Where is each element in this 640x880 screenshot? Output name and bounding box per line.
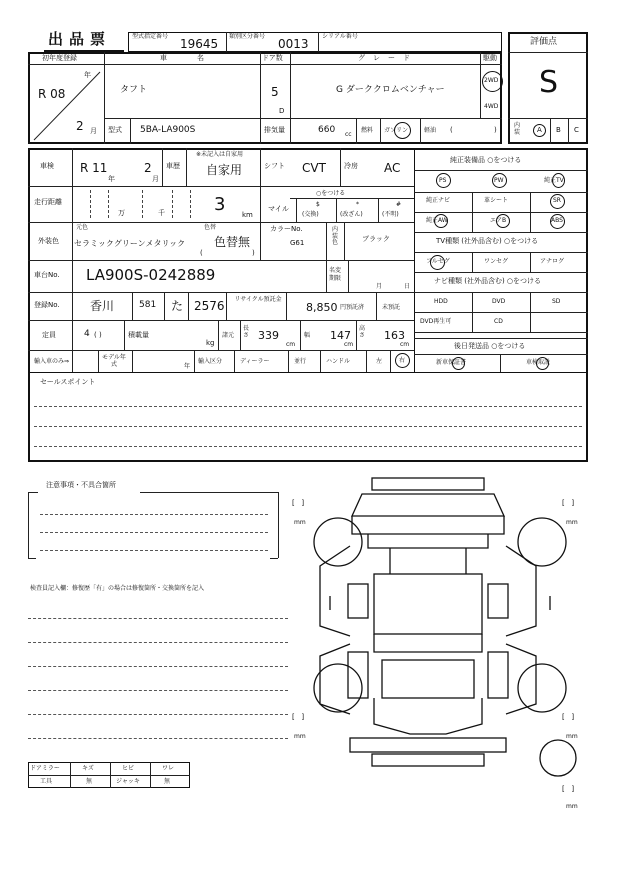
cert-label: 型式指定番号 <box>132 33 169 40</box>
width-unit: cm <box>344 341 354 348</box>
exterior-value: セラミックグリーンメタリック <box>74 239 186 248</box>
bracket-br: [ ] <box>562 713 575 721</box>
navi-title: ナビ種類 (社外品含む) ○をつける <box>434 277 542 285</box>
parts-tool-value: 無 <box>86 778 93 785</box>
registration-area: 香川 <box>90 299 115 313</box>
class-label: 類別区分番号 <box>229 33 266 40</box>
later-manual: 車検取説 <box>526 359 551 366</box>
equip-pw: PW <box>494 177 504 184</box>
dimensions-label: 諸元 <box>222 332 235 339</box>
mileage-man: 万 <box>118 209 125 217</box>
equip-sr: SR <box>553 197 561 204</box>
parts-tool: 工具 <box>40 778 53 785</box>
equip-aw: 純正AW <box>426 217 448 224</box>
fuel-paren-close: ) <box>494 126 497 134</box>
mileage-modified-note: (改ざん) <box>340 211 363 218</box>
equip-abs: ABS <box>551 217 563 224</box>
mileage-modified: * <box>356 201 359 208</box>
interior-grade-label: 内装 <box>514 122 521 136</box>
notes-title: 注意事項・不具合箇所 <box>46 481 116 489</box>
registration-kana: た <box>171 299 184 313</box>
mileage-unit: km <box>242 211 253 219</box>
equip-airbag: エアB <box>490 217 507 224</box>
usage-label: 車歴 <box>166 162 180 170</box>
name-change-month: 月 <box>376 283 383 290</box>
displacement-value: 660 <box>318 125 336 135</box>
navi-cd: CD <box>494 318 503 325</box>
interior-c: C <box>574 126 579 134</box>
displacement-label: 排気量 <box>264 126 285 134</box>
aircon-label: 冷房 <box>344 162 358 170</box>
color-no-value: G61 <box>290 239 305 247</box>
grade-value: G ダーククロムベンチャー <box>336 85 445 95</box>
parts-jack: ジャッキ <box>116 778 140 785</box>
exterior-orig-label: 元色 <box>76 224 89 231</box>
parts-h-scratch: キズ <box>82 765 94 772</box>
equip-navi: 純正ナビ <box>426 197 451 204</box>
capacity-label: 定員 <box>42 331 56 339</box>
bracket-bl: [ ] <box>292 713 305 721</box>
parts-h-crack: ヒビ <box>122 765 135 772</box>
handle-label: ハンドル <box>326 358 351 365</box>
mileage-value: 3 <box>214 194 226 215</box>
registration-label: 登録No. <box>34 301 60 309</box>
color-no-label: カラーNo. <box>270 225 303 233</box>
name-change-label: 名変期限 <box>329 267 342 282</box>
displacement-unit: cc <box>345 131 352 138</box>
fuel-label: 燃料 <box>361 127 374 134</box>
mileage-exchange: $ <box>316 201 320 208</box>
car-name: タフト <box>120 85 148 95</box>
reg-month-unit: 月 <box>90 127 97 135</box>
dealer-option: ディーラー <box>240 358 270 365</box>
exterior-repaint-label: 色替 <box>204 224 217 231</box>
class-no: 0013 <box>278 37 309 51</box>
car-name-label: 車名 <box>160 54 234 62</box>
exterior-label: 外装色 <box>38 237 59 245</box>
registration-class: 581 <box>139 300 157 310</box>
chassis-label: 車台No. <box>34 271 60 279</box>
model-value: 5BA-LA900S <box>140 125 196 135</box>
recycle-label: リサイクル預託金 <box>234 296 282 303</box>
inspection-label: 車検 <box>40 162 54 170</box>
capacity-paren: ( ) <box>94 331 102 339</box>
inspection-era: R 11 <box>80 161 108 175</box>
width-label: 幅 <box>304 332 311 339</box>
name-change-day: 日 <box>404 283 411 290</box>
height-value: 163 <box>384 329 405 342</box>
parts-h-break: ワレ <box>162 765 175 772</box>
fuel-light-oil: 軽油 <box>424 127 437 134</box>
exterior-repaint: 色替無 <box>214 235 251 249</box>
tv-fullseg: フルセグ <box>426 258 450 265</box>
score-label: 評価点 <box>530 37 558 47</box>
model-year-label: モデル年式 <box>102 354 126 369</box>
aircon-value: AC <box>384 161 401 175</box>
drive-label: 駆動 <box>483 54 497 62</box>
page-title: 出品票 <box>48 30 112 48</box>
equip-ps: PS <box>439 177 447 184</box>
later-title: 後日発送品 ○をつける <box>454 342 526 350</box>
height-unit: cm <box>400 341 410 348</box>
shift-label: シフト <box>264 162 285 170</box>
navi-sd: SD <box>552 298 561 305</box>
import-class-label: 輸入区分 <box>198 358 223 365</box>
car-diagram <box>290 476 590 816</box>
parts-h-mirror: ドアミラー <box>30 765 60 772</box>
score-value: S <box>539 65 559 100</box>
shift-value: CVT <box>302 161 326 175</box>
model-year-unit: 年 <box>184 363 191 370</box>
reg-month: 2 <box>76 119 84 133</box>
capacity-value: 4 <box>84 329 90 339</box>
cert-no: 19645 <box>180 37 219 51</box>
equip-leather: 革シート <box>484 197 509 204</box>
navi-dvd: DVD <box>492 298 506 305</box>
load-label: 積載量 <box>128 331 149 339</box>
equip-tv: 純正TV <box>544 177 564 184</box>
width-value: 147 <box>330 329 351 342</box>
inspection-month-unit: 月 <box>152 175 159 183</box>
parts-jack-value: 無 <box>164 778 171 785</box>
sales-point-label: セールスポイント <box>40 378 96 386</box>
inspection-month: 2 <box>144 161 152 175</box>
reg-year-unit: 年 <box>84 71 91 79</box>
drive-2wd: 2WD <box>484 77 499 84</box>
interior-color-value: ブラック <box>362 235 390 243</box>
equipment-title: 純正装備品 ○をつける <box>450 156 522 164</box>
recycle-unpaid: 未預託 <box>382 304 401 311</box>
tv-title: TV種類 (社外品含む) ○をつける <box>436 237 539 245</box>
bracket-tl: [ ] <box>292 499 305 507</box>
grade-label: グレード <box>358 54 418 62</box>
height-label: 高さ <box>359 325 366 339</box>
fuel-paren-open: ( <box>450 126 453 134</box>
length-value: 339 <box>258 329 279 342</box>
bracket-spare: [ ] <box>562 785 575 793</box>
length-unit: cm <box>286 341 296 348</box>
interior-a: A <box>537 126 542 134</box>
tv-oneseg: ワンセグ <box>484 258 509 265</box>
mm-bl: mm <box>294 733 306 740</box>
reg-year-era: R 08 <box>38 87 66 101</box>
inspection-year-unit: 年 <box>108 175 115 183</box>
recycle-unit: 円預託済 <box>340 304 365 311</box>
handle-right: 右 <box>399 357 406 364</box>
mm-br: mm <box>566 733 578 740</box>
mm-tl: mm <box>294 519 306 526</box>
mm-spare: mm <box>566 803 578 810</box>
mileage-unknown-note: (不明) <box>382 211 399 218</box>
exterior-paren-close: ) <box>252 249 255 257</box>
drive-4wd: 4WD <box>484 103 499 110</box>
usage-value: 自家用 <box>206 163 243 177</box>
doors-label: ドア数 <box>262 54 283 62</box>
handle-left: 左 <box>376 358 383 365</box>
inspector-note: 検査員記入欄：修復歴「有」の場合は修復箇所・交換箇所を記入 <box>30 585 205 592</box>
registration-number: 2576 <box>194 299 225 313</box>
parallel-option: 並行 <box>294 358 307 365</box>
chassis-value: LA900S-0242889 <box>86 266 216 284</box>
mm-tr: mm <box>566 519 578 526</box>
import-label: 輸入車のみ⇒ <box>34 358 70 365</box>
interior-color-label: 内装色 <box>332 226 339 247</box>
doors-value: 5 <box>271 85 279 99</box>
model-label: 型式 <box>108 126 122 134</box>
navi-hdd: HDD <box>434 298 448 305</box>
load-unit: kg <box>206 339 215 347</box>
reg-year-label: 初年度登録 <box>42 54 77 62</box>
usage-note: ※未記入は自家用 <box>196 151 244 158</box>
length-label: 長さ <box>243 325 250 339</box>
mileage-mile: マイル <box>268 205 289 213</box>
bracket-tr: [ ] <box>562 499 575 507</box>
doors-type: D <box>279 107 285 115</box>
exterior-paren-open: ( <box>200 249 203 257</box>
tv-analog: アナログ <box>540 258 565 265</box>
fuel-gasoline: ガソリン <box>384 127 409 134</box>
mileage-exchange-note: (交換) <box>302 211 319 218</box>
interior-b: B <box>556 126 561 134</box>
recycle-value: 8,850 <box>306 301 338 314</box>
navi-dvd-play: DVD再生可 <box>420 318 452 325</box>
mileage-unknown: # <box>396 201 402 208</box>
serial-label: シリアル番号 <box>322 33 358 40</box>
later-warranty: 新車保証書 <box>436 359 467 366</box>
mileage-label: 走行距離 <box>34 198 62 206</box>
mileage-sen: 千 <box>158 209 165 217</box>
mileage-note: ○をつける <box>316 190 346 197</box>
